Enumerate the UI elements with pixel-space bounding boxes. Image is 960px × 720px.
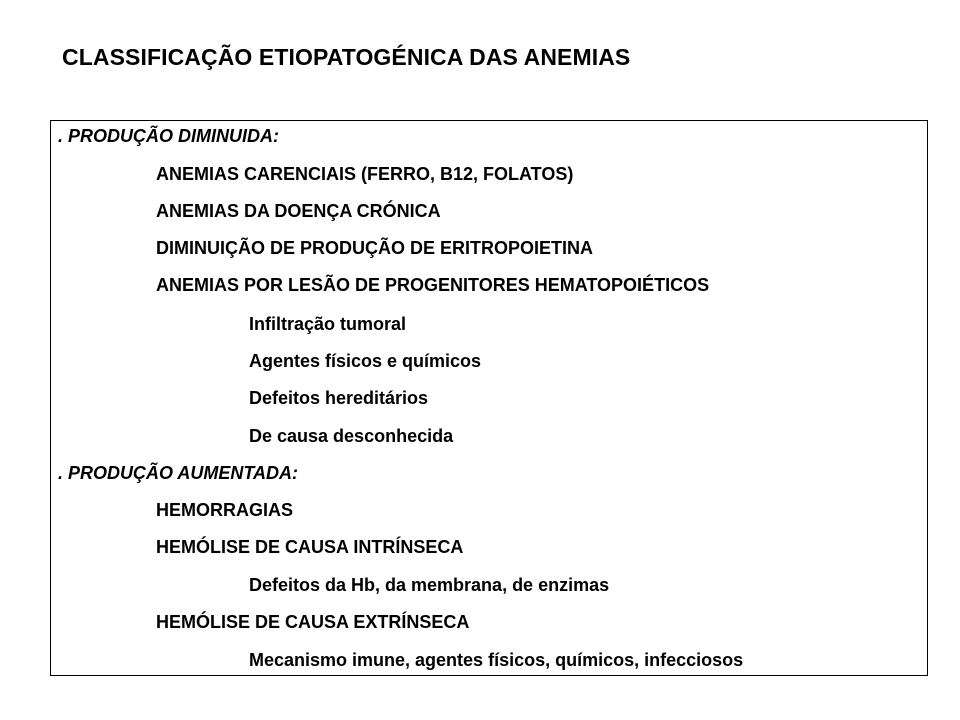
subitem-hb-membrane-enzyme-defects: Defeitos da Hb, da membrana, de enzimas: [249, 575, 610, 595]
subitem-hereditary-defects: Defeitos hereditários: [249, 388, 429, 408]
subitem-tumoral-infiltration: Infiltração tumoral: [249, 314, 407, 334]
subitem-physical-chemical-agents: Agentes físicos e químicos: [249, 351, 482, 371]
item-chronic-disease-anemia: ANEMIAS DA DOENÇA CRÓNICA: [156, 201, 441, 221]
slide-title: CLASSIFICAÇÃO ETIOPATOGÉNICA DAS ANEMIAS: [62, 44, 631, 70]
classification-box: [50, 120, 928, 676]
item-decreased-erythropoietin: DIMINUIÇÃO DE PRODUÇÃO DE ERITROPOIETINA: [156, 238, 594, 258]
section-heading-increased-production: . PRODUÇÃO AUMENTADA:: [58, 463, 298, 483]
item-progenitor-lesion-anemias: ANEMIAS POR LESÃO DE PROGENITORES HEMATOPOIÉTICOS: [156, 275, 710, 295]
subitem-unknown-cause: De causa desconhecida: [249, 426, 454, 446]
item-intrinsic-hemolysis: HEMÓLISE DE CAUSA INTRÍNSECA: [156, 537, 464, 557]
item-hemorrhages: HEMORRAGIAS: [156, 500, 294, 520]
subitem-immune-physical-chemical-infectious: Mecanismo imune, agentes físicos, químicos, infecciosos: [249, 650, 744, 670]
section-heading-decreased-production: . PRODUÇÃO DIMINUIDA:: [58, 126, 279, 146]
item-extrinsic-hemolysis: HEMÓLISE DE CAUSA EXTRÍNSECA: [156, 612, 470, 632]
item-deficiency-anemias: ANEMIAS CARENCIAIS (FERRO, B12, FOLATOS): [156, 164, 574, 184]
